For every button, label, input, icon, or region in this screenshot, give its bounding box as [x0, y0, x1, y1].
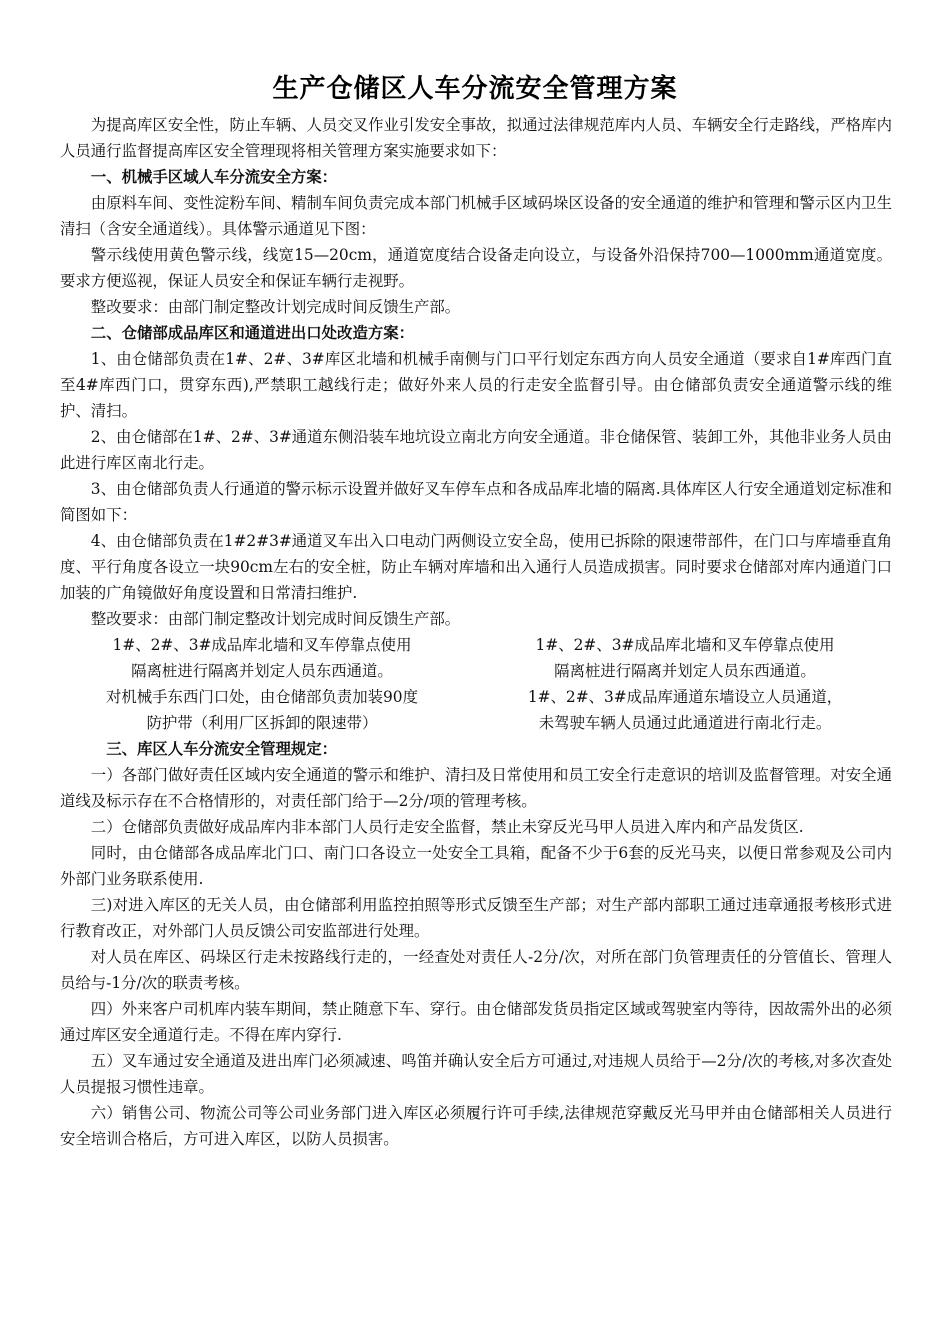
- section-1-heading: 一、机械手区域人车分流安全方案：: [90, 168, 338, 186]
- section-1-paragraph-3: 整改要求：由部门制定整改计划完成时间反馈生产部。: [90, 298, 461, 316]
- caption-line: 1#、2#、3#成品库北墙和叉车停靠点使用: [535, 636, 835, 654]
- section-3-paragraph-3: 同时，由仓储部各成品库北门口、南门口各设立一处安全工具箱，配备不少于6套的反光马夹，以便日常参观及公司内外部门业务联系使用.: [60, 844, 892, 888]
- section-3-paragraph-6: 四）外来客户司机库内装车期间，禁止随意下车、穿行。由仓储部发货员指定区域或驾驶室内等待，因故需外出的必须通过库区安全通道行走。不得在库内穿行.: [60, 1000, 892, 1044]
- figure-caption-left-bottom: [52, 684, 472, 736]
- page-title: 生产仓储区人车分流安全管理方案: [272, 74, 678, 104]
- section-3-paragraph-4: 三)对进入库区的无关人员，由仓储部利用监控拍照等形式反馈至生产部；对生产部内部职工通过违章通报考核形式进行教育改正，对外部门人员反馈公司安监部进行处理。: [60, 896, 892, 940]
- section-2-heading: 二、仓储部成品库区和通道进出口处改造方案：: [90, 324, 415, 342]
- caption-line: 1#、2#、3#成品库北墙和叉车停靠点使用: [112, 636, 412, 654]
- caption-line: 1#、2#、3#成品库通道东墙设立人员通道，: [527, 688, 843, 706]
- section-1-paragraph-1: 由原料车间、变性淀粉车间、精制车间负责完成本部门机械手区域码垛区设备的安全通道的维护和管理和警示区内卫生清扫（含安全通道线）。具体警示通道见下图：: [60, 194, 892, 238]
- section-3-paragraph-7: 五）叉车通过安全通道及进出库门必须减速、鸣笛并确认安全后方可通过,对违规人员给于—2分/次的考核,对多次查处人员提报习惯性违章。: [60, 1052, 892, 1096]
- figure-caption-left-top: [52, 632, 472, 684]
- caption-line: 隔离桩进行隔离并划定人员东西通道。: [131, 662, 393, 680]
- section-2-paragraph-5: 整改要求：由部门制定整改计划完成时间反馈生产部。: [90, 610, 461, 628]
- caption-line: 未驾驶车辆人员通过此通道进行南北行走。: [538, 714, 832, 732]
- figure-caption-right-top: [475, 632, 895, 684]
- section-3-heading: 三、库区人车分流安全管理规定：: [106, 740, 338, 758]
- caption-line: 防护带（利用厂区拆卸的限速带）: [146, 714, 378, 732]
- section-3-paragraph-1: 一）各部门做好责任区域内安全通道的警示和维护、清扫及日常使用和员工安全行走意识的培训及监督管理。对安全通道线及标示存在不合格情形的，对责任部门给于—2分/项的管理考核。: [60, 766, 892, 810]
- caption-line: 对机械手东西门口处，由仓储部负责加装90度: [105, 688, 418, 706]
- figure-captions: [60, 632, 892, 736]
- caption-line: 隔离桩进行隔离并划定人员东西通道。: [554, 662, 816, 680]
- section-3-paragraph-2: 二）仓储部负责做好成品库内非本部门人员行走安全监督，禁止未穿反光马甲人员进入库内和产品发货区.: [90, 818, 804, 836]
- section-3-paragraph-5: 对人员在库区、码垛区行走未按路线行走的，一经查处对责任人-2分/次，对所在部门负管理责任的分管值长、管理人员给与-1分/次的联责考核。: [60, 948, 892, 992]
- section-1-paragraph-2: 警示线使用黄色警示线，线宽15—20cm，通道宽度结合设备走向设立，与设备外沿保持700—1000mm通道宽度。要求方便巡视，保证人员安全和保证车辆行走视野。: [60, 246, 892, 290]
- section-2-paragraph-1: 1、由仓储部负责在1#、2#、3#库区北墙和机械手南侧与门口平行划定东西方向人员安全通道（要求自1#库西门直至4#库西门口，贯穿东西),严禁职工越线行走；做好外来人员的行走安全监督引导。由仓储部负责安全通道警示线的维护、清扫。: [60, 350, 892, 420]
- figure-caption-right-bottom: [475, 684, 895, 736]
- section-2-paragraph-4: 4、由仓储部负责在1#2#3#通道叉车出入口电动门两侧设立安全岛，使用已拆除的限速带部件，在门口与库墙垂直角度、平行角度各设立一块90cm左右的安全桩，防止车辆对库墙和出入通行人员造成损害。同时要求仓储部对库内通道门口加装的广角镜做好角度设置和日常清扫维护.: [60, 532, 893, 602]
- document-body: [60, 112, 892, 1152]
- section-3-paragraph-8: 六）销售公司、物流公司等公司业务部门进入库区必须履行许可手续,法律规范穿戴反光马甲并由仓储部相关人员进行安全培训合格后，方可进入库区，以防人员损害。: [60, 1104, 892, 1148]
- section-2-paragraph-2: 2、由仓储部在1#、2#、3#通道东侧沿装车地坑设立南北方向安全通道。非仓储保管、装卸工外，其他非业务人员由此进行库区南北行走。: [60, 428, 893, 472]
- section-2-paragraph-3: 3、由仓储部负责人行通道的警示标示设置并做好叉车停车点和各成品库北墙的隔离.具体库区人行安全通道划定标准和简图如下：: [60, 480, 892, 524]
- intro-paragraph: 为提高库区安全性，防止车辆、人员交叉作业引发安全事故，拟通过法律规范库内人员、车辆安全行走路线，严格库内人员通行监督提高库区安全管理现将相关管理方案实施要求如下：: [60, 116, 892, 160]
